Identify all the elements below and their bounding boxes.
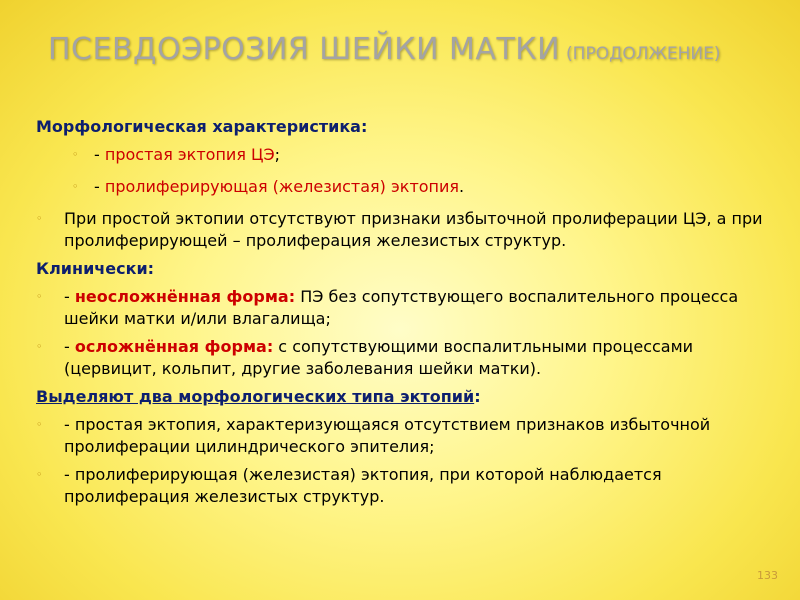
item-highlight: осложнённая форма: [74, 337, 274, 356]
section-heading-morphology: Морфологическая характеристика: [36, 117, 368, 136]
item-highlight: простая эктопия ЦЭ [104, 145, 275, 164]
list-item [36, 286, 786, 330]
item-highlight: неосложнённая форма: [74, 287, 296, 306]
slide-title [48, 32, 788, 82]
item-suffix: ; [274, 145, 281, 164]
list-item [36, 144, 786, 166]
slide-content [36, 116, 786, 514]
item-prefix: - [94, 177, 105, 196]
item-highlight: пролиферирующая (железистая) эктопия [104, 177, 460, 196]
bullet-icon: ◦ [36, 418, 43, 431]
heading-text: Выделяют два морфологических типа эктопий [36, 387, 475, 406]
bullet-icon: ◦ [36, 340, 43, 353]
title-subtitle: (ПРОДОЛЖЕНИЕ) [566, 44, 721, 64]
list-item [36, 414, 786, 458]
page-number: 133 [757, 569, 778, 582]
item-suffix: . [459, 177, 465, 196]
item-prefix: - [64, 337, 75, 356]
bullet-icon: ◦ [36, 290, 43, 303]
item-text: - пролиферирующая (железистая) эктопия, при которой наблюдается пролиферация железистых структур. [64, 465, 662, 506]
bullet-icon: ◦ [72, 180, 79, 193]
title-main: ПСЕВДОЭРОЗИЯ ШЕЙКИ МАТКИ [48, 32, 561, 67]
bullet-icon: ◦ [72, 148, 79, 161]
item-prefix: - [94, 145, 105, 164]
item-text: - простая эктопия, характеризующаяся отсутствием признаков избыточной пролиферации цилиндрического эпителия; [64, 415, 711, 456]
list-item [36, 464, 786, 508]
item-suffix: ПЭ без сопутствующего воспалительного процесса шейки матки и/или влагалища; [64, 287, 739, 328]
paragraph-text: При простой эктопии отсутствуют признаки избыточной пролиферации ЦЭ, а при пролиферирующей – пролиферация железистых структур. [64, 209, 763, 250]
heading-colon: : [474, 387, 481, 406]
item-prefix: - [64, 287, 75, 306]
bullet-icon: ◦ [36, 212, 43, 225]
item-suffix: с сопутствующими воспалитльными процессами (цервицит, кольпит, другие заболевания шейки матки). [64, 337, 694, 378]
section-heading-clinical: Клинически: [36, 259, 155, 278]
list-item [36, 336, 786, 380]
section-heading-types [36, 386, 786, 408]
bullet-icon: ◦ [36, 468, 43, 481]
list-item [36, 176, 786, 198]
paragraph-item [36, 208, 786, 252]
